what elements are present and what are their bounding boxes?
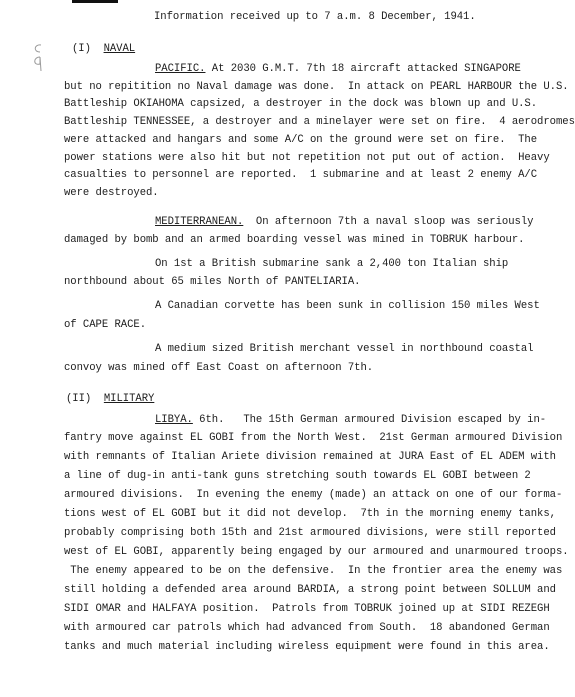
section-title: NAVAL	[103, 43, 136, 55]
paragraph-line: but no repitition no Naval damage was done. In attack on PEARL HARBOUR the U.S.	[64, 81, 569, 93]
paragraph-line: of CAPE RACE.	[64, 319, 146, 331]
paragraph-line: damaged by bomb and an armed boarding vessel was mined in TOBRUK harbour.	[64, 234, 525, 246]
paragraph-line: casualties to personnel are reported. 1 submarine and at least 2 enemy A/C	[64, 169, 538, 181]
section-title: MILITARY	[103, 393, 155, 405]
paragraph-line: tanks and much material including wireless equipment were found in this area.	[64, 641, 550, 653]
paragraph-line: PACIFIC. At 2030 G.M.T. 7th 18 aircraft attacked SINGAPORE	[155, 63, 521, 75]
paragraph-line: tions west of EL GOBI but it did not develop. 7th in the morning enemy tanks,	[64, 508, 556, 520]
paragraph-label: LIBYA.	[155, 414, 193, 426]
paragraph-line: probably comprising both 15th and 21st armoured divisions, were still reported	[64, 527, 556, 539]
section-number: (II)	[66, 393, 92, 405]
paragraph-label: MEDITERRANEAN.	[155, 216, 244, 228]
paragraph-line: SIDI OMAR and HALFAYA position. Patrols from TOBRUK joined up at SIDI REZEGH	[64, 603, 550, 615]
paragraph-line: west of EL GOBI, apparently being engaged by our armoured and unarmoured troops.	[64, 546, 569, 558]
section-number: (I)	[72, 43, 91, 55]
paragraph-line: Battleship OKIAHOMA capsized, a destroyer in the dock was blown up and U.S.	[64, 98, 538, 110]
paragraph-line: On 1st a British submarine sank a 2,400 ton Italian ship	[155, 258, 509, 270]
paragraph-line: still holding a defended area around BARDIA, a strong point between SOLLUM and	[64, 584, 556, 596]
paragraph-line: were attacked and hangars and some A/C on the ground were set on fire. The	[64, 134, 538, 146]
paragraph-line: fantry move against EL GOBI from the North West. 21st German armoured Division	[64, 432, 563, 444]
paragraph-line: A medium sized British merchant vessel in northbound coastal	[155, 343, 534, 355]
paragraph-line: armoured divisions. In evening the enemy (made) an attack on one of our forma-	[64, 489, 563, 501]
paragraph-line: with remnants of Italian Ariete division remained at JURA East of EL ADEM with	[64, 451, 556, 463]
paragraph-line: A Canadian corvette has been sunk in collision 150 miles West	[155, 300, 540, 312]
header-line: Information received up to 7 a.m. 8 December, 1941.	[154, 11, 476, 23]
paragraph-label: PACIFIC.	[155, 63, 206, 75]
paragraph-line: with armoured car patrols which had advanced from South. 18 abandoned German	[64, 622, 550, 634]
paragraph-line: northbound about 65 miles North of PANTELIARIA.	[64, 276, 361, 288]
paragraph-line: Battleship TENNESSEE, a destroyer and a minelayer were set on fire. 4 aerodromes	[64, 116, 575, 128]
section-heading-naval	[72, 42, 135, 56]
handwritten-margin-mark	[30, 42, 44, 72]
paragraph-line: The enemy appeared to be on the defensive. In the frontier area the enemy was	[64, 565, 563, 577]
paragraph-line: LIBYA. 6th. The 15th German armoured Division escaped by in-	[155, 414, 547, 426]
paragraph-line: convoy was mined off East Coast on afternoon 7th.	[64, 362, 374, 374]
paragraph-line: a line of dug-in anti-tank guns stretching south towards EL GOBI between 2	[64, 470, 531, 482]
paragraph-line: were destroyed.	[64, 187, 159, 199]
paragraph-line: power stations were also hit but not repetition not put out of action. Heavy	[64, 152, 550, 164]
paragraph-line: MEDITERRANEAN. On afternoon 7th a naval sloop was seriously	[155, 216, 534, 228]
top-rule	[72, 0, 118, 3]
section-heading-military	[66, 392, 154, 406]
